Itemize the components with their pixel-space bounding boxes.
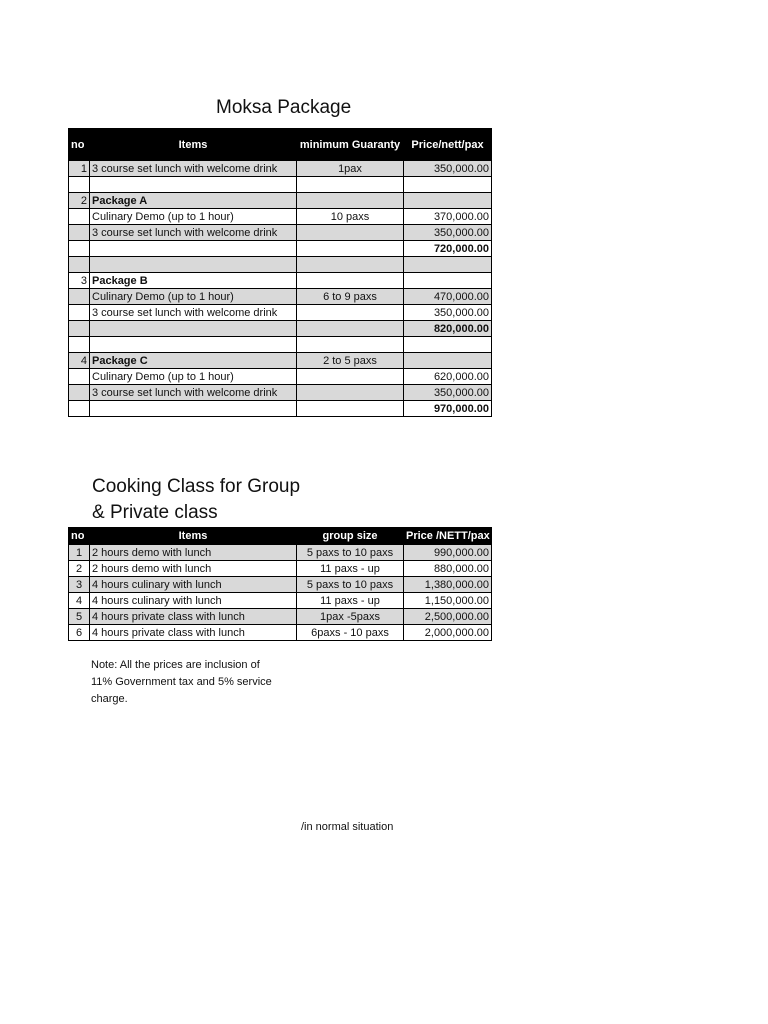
- price: 1,150,000.00: [404, 593, 492, 609]
- table-row: [69, 289, 492, 305]
- minimum-guaranty: [297, 321, 404, 337]
- minimum-guaranty: [297, 273, 404, 289]
- table-row: [69, 385, 492, 401]
- moksa-header-no: no: [69, 129, 90, 161]
- moksa-header-row: [69, 129, 492, 161]
- minimum-guaranty: 6 to 9 paxs: [297, 289, 404, 305]
- row-number: 1: [69, 545, 90, 561]
- price: [404, 353, 492, 369]
- row-number: [69, 257, 90, 273]
- row-number: 3: [69, 577, 90, 593]
- cooking-header-no: no: [69, 528, 90, 545]
- item-name: 4 hours culinary with lunch: [90, 593, 297, 609]
- price: 350,000.00: [404, 385, 492, 401]
- group-size: 6paxs - 10 paxs: [297, 625, 404, 641]
- row-number: 2: [69, 561, 90, 577]
- cooking-class-title-line1: Cooking Class for Group: [92, 476, 301, 497]
- item-name: 2 hours demo with lunch: [90, 561, 297, 577]
- row-number: [69, 289, 90, 305]
- group-size: 5 paxs to 10 paxs: [297, 577, 404, 593]
- minimum-guaranty: 2 to 5 paxs: [297, 353, 404, 369]
- table-row: [69, 273, 492, 289]
- row-number: 4: [69, 593, 90, 609]
- price: 820,000.00: [404, 321, 492, 337]
- table-row: [69, 337, 492, 353]
- price-note: Note: All the prices are inclusion of 11% Government tax and 5% service charge.: [91, 659, 272, 705]
- price: 1,380,000.00: [404, 577, 492, 593]
- item-name: [90, 257, 297, 273]
- row-number: 3: [69, 273, 90, 289]
- item-name: 3 course set lunch with welcome drink: [90, 305, 297, 321]
- table-row: [69, 369, 492, 385]
- group-size: 1pax -5paxs: [297, 609, 404, 625]
- minimum-guaranty: [297, 385, 404, 401]
- cooking-header-items: Items: [90, 528, 297, 545]
- minimum-guaranty: [297, 337, 404, 353]
- price: 720,000.00: [404, 241, 492, 257]
- price: 620,000.00: [404, 369, 492, 385]
- minimum-guaranty: [297, 401, 404, 417]
- row-number: [69, 305, 90, 321]
- cooking-header-price: Price /NETT/pax: [404, 528, 492, 545]
- table-row: [69, 577, 492, 593]
- table-row: [69, 209, 492, 225]
- item-name: Culinary Demo (up to 1 hour): [90, 369, 297, 385]
- item-name: 4 hours private class with lunch: [90, 609, 297, 625]
- price: 370,000.00: [404, 209, 492, 225]
- item-name: Culinary Demo (up to 1 hour): [90, 209, 297, 225]
- cooking-class-title-line2: & Private class: [92, 502, 218, 523]
- moksa-header-minimum-guaranty: minimum Guaranty: [297, 129, 404, 161]
- table-row: [69, 225, 492, 241]
- minimum-guaranty: 10 paxs: [297, 209, 404, 225]
- row-number: 5: [69, 609, 90, 625]
- row-number: 2: [69, 193, 90, 209]
- cooking-class-title: [92, 474, 300, 526]
- price: [404, 177, 492, 193]
- group-size: 11 paxs - up: [297, 593, 404, 609]
- row-number: [69, 225, 90, 241]
- table-row: [69, 321, 492, 337]
- price: 470,000.00: [404, 289, 492, 305]
- price: [404, 337, 492, 353]
- group-size: 11 paxs - up: [297, 561, 404, 577]
- item-name: Package A: [90, 193, 297, 209]
- price: 350,000.00: [404, 225, 492, 241]
- item-name: [90, 321, 297, 337]
- table-row: [69, 193, 492, 209]
- price: [404, 273, 492, 289]
- item-name: [90, 337, 297, 353]
- item-name: 2 hours demo with lunch: [90, 545, 297, 561]
- table-row: [69, 609, 492, 625]
- row-number: 4: [69, 353, 90, 369]
- table-row: [69, 177, 492, 193]
- row-number: 1: [69, 161, 90, 177]
- row-number: [69, 241, 90, 257]
- row-number: 6: [69, 625, 90, 641]
- item-name: 3 course set lunch with welcome drink: [90, 161, 297, 177]
- row-number: [69, 321, 90, 337]
- minimum-guaranty: 1pax: [297, 161, 404, 177]
- table-row: [69, 401, 492, 417]
- item-name: 4 hours private class with lunch: [90, 625, 297, 641]
- table-row: [69, 561, 492, 577]
- price: 350,000.00: [404, 161, 492, 177]
- minimum-guaranty: [297, 241, 404, 257]
- price: [404, 257, 492, 273]
- price: 350,000.00: [404, 305, 492, 321]
- moksa-package-title: Moksa Package: [216, 97, 352, 118]
- price: [404, 193, 492, 209]
- table-row: [69, 161, 492, 177]
- moksa-header-price: Price/nett/pax: [404, 129, 492, 161]
- moksa-package-table: [68, 128, 492, 417]
- item-name: [90, 241, 297, 257]
- row-number: [69, 177, 90, 193]
- item-name: Culinary Demo (up to 1 hour): [90, 289, 297, 305]
- minimum-guaranty: [297, 257, 404, 273]
- table-row: [69, 305, 492, 321]
- row-number: [69, 401, 90, 417]
- price: 970,000.00: [404, 401, 492, 417]
- minimum-guaranty: [297, 177, 404, 193]
- item-name: [90, 177, 297, 193]
- table-row: [69, 545, 492, 561]
- table-row: [69, 241, 492, 257]
- cooking-header-row: [69, 528, 492, 545]
- item-name: 3 course set lunch with welcome drink: [90, 385, 297, 401]
- item-name: Package B: [90, 273, 297, 289]
- item-name: Package C: [90, 353, 297, 369]
- table-row: [69, 257, 492, 273]
- group-size: 5 paxs to 10 paxs: [297, 545, 404, 561]
- table-row: [69, 353, 492, 369]
- row-number: [69, 337, 90, 353]
- item-name: 3 course set lunch with welcome drink: [90, 225, 297, 241]
- minimum-guaranty: [297, 305, 404, 321]
- row-number: [69, 209, 90, 225]
- price: 990,000.00: [404, 545, 492, 561]
- minimum-guaranty: [297, 369, 404, 385]
- row-number: [69, 369, 90, 385]
- minimum-guaranty: [297, 193, 404, 209]
- table-row: [69, 593, 492, 609]
- cooking-header-group-size: group size: [297, 528, 404, 545]
- price: 2,500,000.00: [404, 609, 492, 625]
- minimum-guaranty: [297, 225, 404, 241]
- moksa-header-items: Items: [90, 129, 297, 161]
- cooking-class-table: [68, 527, 492, 641]
- normal-situation-footer: /in normal situation: [301, 821, 394, 833]
- row-number: [69, 385, 90, 401]
- price: 880,000.00: [404, 561, 492, 577]
- item-name: [90, 401, 297, 417]
- price: 2,000,000.00: [404, 625, 492, 641]
- item-name: 4 hours culinary with lunch: [90, 577, 297, 593]
- table-row: [69, 625, 492, 641]
